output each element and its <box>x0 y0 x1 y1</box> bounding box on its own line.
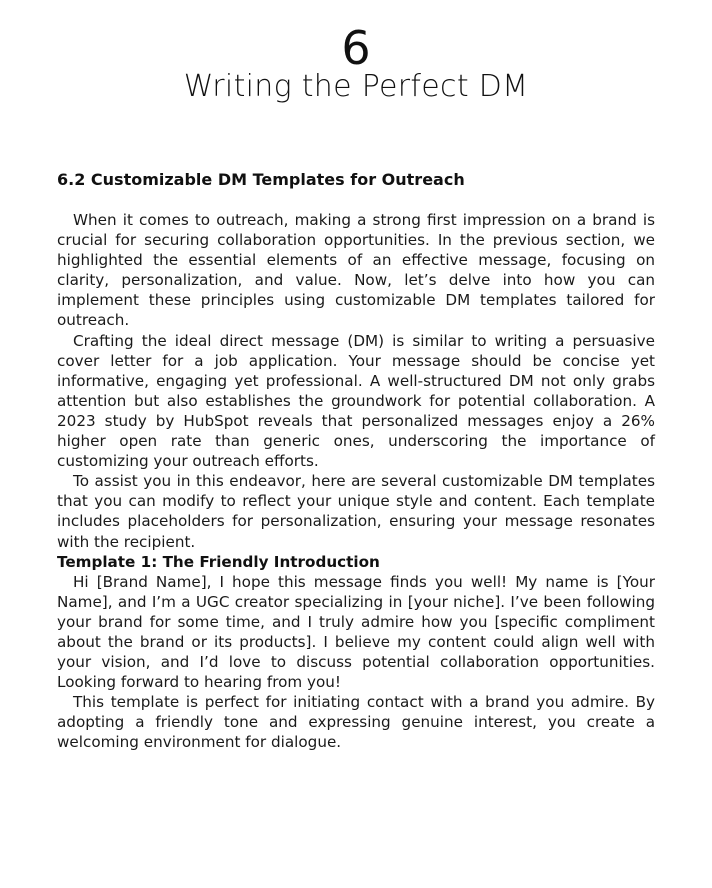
chapter-number: 6 <box>341 21 371 75</box>
template-1-heading: Template 1: The Friendly Introduction <box>57 552 380 571</box>
paragraph-crafting: Crafting the ideal direct message (DM) is similar to writing a persuasive cover letter for a job application. Your message should be concise yet informative, engaging yet professional. A well-structured DM not only grabs attention but also establishes the groundwork for potential collaboration. A 2023 study by HubSpot reveals that personalized messages enjoy a 26% higher open rate than generic ones, underscoring the importance of customizing your outreach efforts. <box>57 331 655 471</box>
section-heading: 6.2 Customizable DM Templates for Outreach <box>57 170 465 189</box>
paragraph-intro: When it comes to outreach, making a strong first impression on a brand is crucial for securing collaboration opportunities. In the previous section, we highlighted the essential elements of an effective message, focusing on clarity, personalization, and value. Now, let’s delve into how you can implement these principles using customizable DM templates tailored for outreach. <box>57 211 655 330</box>
body-content <box>57 210 655 753</box>
chapter-title: Writing the Perfect DM <box>183 69 529 104</box>
paragraph-assist: To assist you in this endeavor, here are several customizable DM templates that you can modify to reflect your unique style and content. Each template includes placeholders for personalization, ensuring your message resonates with the recipient. <box>57 472 655 551</box>
template-1-commentary: This template is perfect for initiating contact with a brand you admire. By adopting a friendly tone and expressing genuine interest, you create a welcoming environment for dialogue. <box>57 693 655 752</box>
template-1-body: Hi [Brand Name], I hope this message finds you well! My name is [Your Name], and I’m a UGC creator specializing in [your niche]. I’ve been following your brand for some time, and I truly admire how you [specific compliment about the brand or its products]. I believe my content could align well with your vision, and I’d love to discuss potential collaboration opportunities. Looking forward to hearing from you! <box>57 572 655 692</box>
